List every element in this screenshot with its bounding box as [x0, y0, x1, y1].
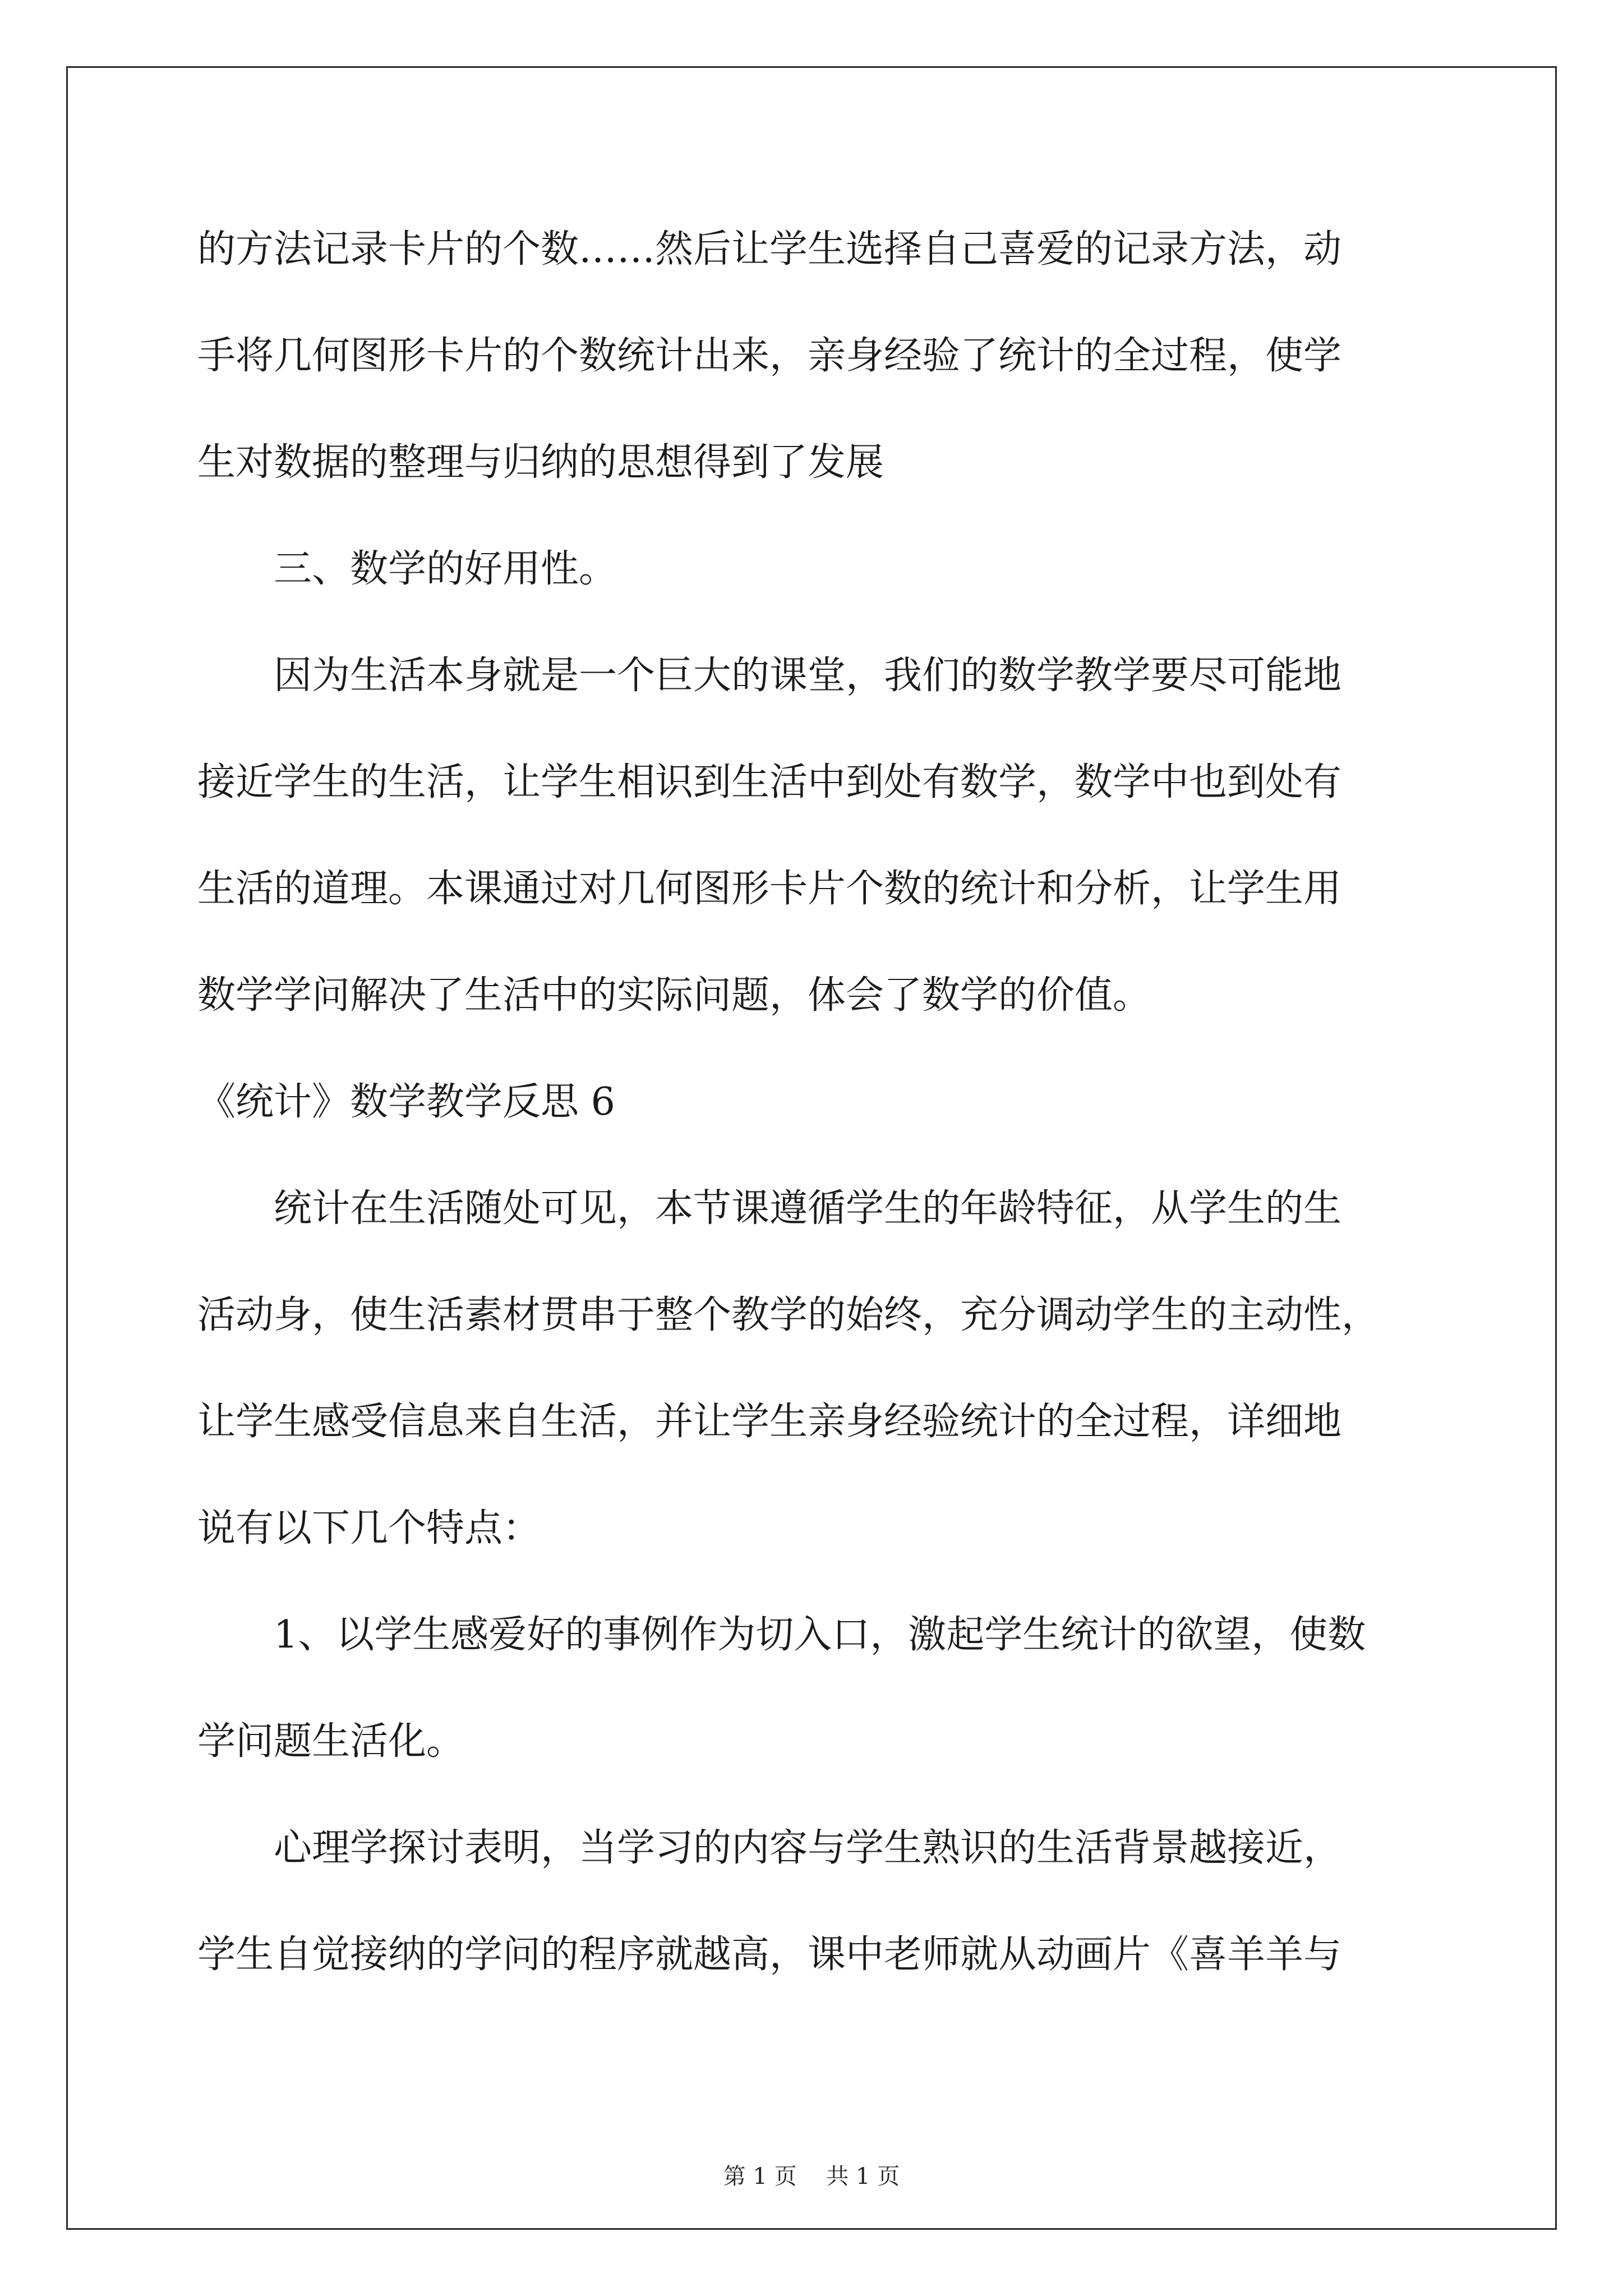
text-line: 学问题生活化。 [197, 1719, 465, 1764]
text-line: 学生自觉接纳的学问的程序就越高，课中老师就从动画片《喜羊羊与 [197, 1932, 1342, 1977]
text-line: 生对数据的整理与归纳的思想得到了发展 [197, 440, 884, 485]
page-footer: 第 1 页 共 1 页 [723, 2164, 900, 2189]
text-line: 生活的道理。本课通过对几何图形卡片个数的统计和分析，让学生用 [197, 867, 1342, 911]
article-title: 《统计》数学教学反思 6 [197, 1080, 615, 1124]
text-line: 的方法记录卡片的个数……然后让学生选择自己喜爱的记录方法，动 [197, 227, 1342, 272]
text-line: 接近学生的生活，让学生相识到生活中到处有数学，数学中也到处有 [197, 760, 1342, 804]
text-line: 手将几何图形卡片的个数统计出来，亲身经验了统计的全过程，使学 [197, 334, 1342, 378]
text-line: 数学学问解决了生活中的实际问题，体会了数学的价值。 [197, 973, 1151, 1018]
text-line: 统计在生活随处可见，本节课遵循学生的年龄特征，从学生的生 [197, 1186, 1342, 1231]
text-line: 1、以学生感爱好的事例作为切入口，激起学生统计的欲望，使数 [197, 1613, 1366, 1657]
section-heading: 三、数学的好用性。 [197, 547, 617, 591]
text-line: 说有以下几个特点： [197, 1506, 541, 1550]
text-line: 因为生活本身就是一个巨大的课堂，我们的数学教学要尽可能地 [197, 654, 1342, 698]
text-line: 让学生感受信息来自生活，并让学生亲身经验统计的全过程，详细地 [197, 1400, 1342, 1444]
text-line: 活动身，使生活素材贯串于整个教学的始终，充分调动学生的主动性， [197, 1293, 1380, 1337]
text-line: 心理学探讨表明，当学习的内容与学生熟识的生活背景越接近， [197, 1826, 1342, 1870]
page-border [66, 66, 1557, 2230]
